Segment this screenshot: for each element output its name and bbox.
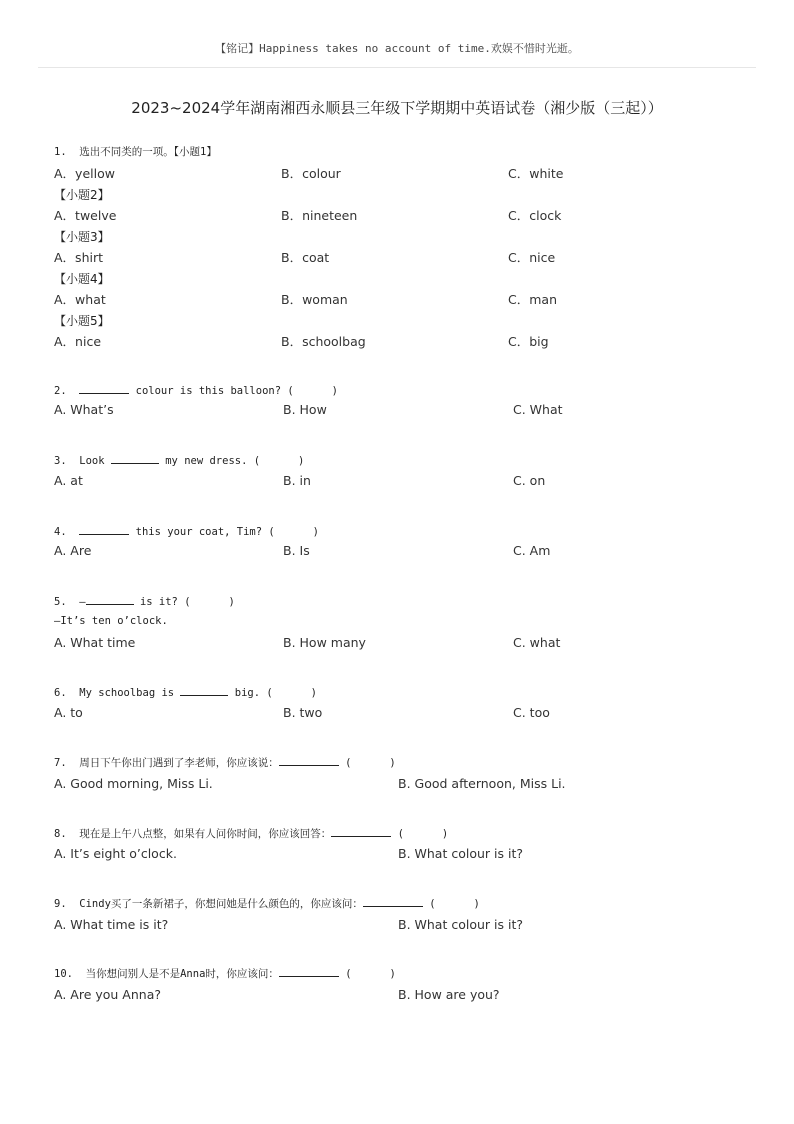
answer-blank[interactable] xyxy=(180,685,228,696)
q4-option-b[interactable]: B. Is xyxy=(283,543,310,558)
question-1-stem: 1. 选出不同类的一项。【小题1】 xyxy=(54,146,217,158)
answer-blank[interactable] xyxy=(79,383,129,394)
answer-blank[interactable] xyxy=(331,826,391,837)
question-9-stem: 9. Cindy买了一条新裙子，你想问她是什么颜色的，你应该问： ( ) xyxy=(54,898,480,910)
q6-option-b[interactable]: B. two xyxy=(283,705,323,720)
q1-sub3-option-c[interactable]: C．nice xyxy=(508,250,556,265)
question-4-stem: 4. this your coat, Tim? ( ) xyxy=(54,526,319,538)
q6-option-c[interactable]: C. too xyxy=(513,705,550,720)
q1-sub4-option-c[interactable]: C．man xyxy=(508,292,557,307)
q1-sub3-option-a[interactable]: A．shirt xyxy=(54,250,103,265)
q5-option-a[interactable]: A. What time xyxy=(54,635,136,650)
answer-blank[interactable] xyxy=(79,524,129,535)
q9-option-b[interactable]: B. What colour is it? xyxy=(398,917,523,932)
q3-option-b[interactable]: B. in xyxy=(283,473,311,488)
page-header-motto: 【铭记】Happiness takes no account of time.欢娱不惜时光逝。 xyxy=(215,42,579,55)
q1-sub2-option-b[interactable]: B．nineteen xyxy=(281,208,358,223)
q10-option-b[interactable]: B. How are you? xyxy=(398,987,500,1002)
q8-option-a[interactable]: A. It’s eight o’clock. xyxy=(54,846,177,861)
question-7-stem: 7. 周日下午你出门遇到了李老师，你应该说： ( ) xyxy=(54,757,396,769)
q1-sub3-label: 【小题3】 xyxy=(54,230,110,244)
question-5-stem: 5. — is it? ( ) xyxy=(54,596,235,608)
q5-option-b[interactable]: B. How many xyxy=(283,635,366,650)
q1-sub5-option-a[interactable]: A．nice xyxy=(54,334,102,349)
q2-option-b[interactable]: B. How xyxy=(283,402,327,417)
q3-option-a[interactable]: A. at xyxy=(54,473,83,488)
q1-sub1-option-b[interactable]: B．colour xyxy=(281,166,341,181)
answer-blank[interactable] xyxy=(279,755,339,766)
q1-sub4-label: 【小题4】 xyxy=(54,272,110,286)
q1-sub5-label: 【小题5】 xyxy=(54,314,110,328)
q2-option-a[interactable]: A. What’s xyxy=(54,402,114,417)
q2-option-c[interactable]: C. What xyxy=(513,402,563,417)
answer-blank[interactable] xyxy=(363,896,423,907)
q1-sub1-option-a[interactable]: A．yellow xyxy=(54,166,115,181)
question-2-stem: 2. colour is this balloon? ( ) xyxy=(54,385,338,397)
answer-blank[interactable] xyxy=(86,594,134,605)
answer-blank[interactable] xyxy=(279,966,339,977)
q3-option-c[interactable]: C. on xyxy=(513,473,546,488)
q10-option-a[interactable]: A. Are you Anna? xyxy=(54,987,161,1002)
q1-sub5-option-c[interactable]: C．big xyxy=(508,334,549,349)
q4-option-c[interactable]: C. Am xyxy=(513,543,551,558)
q1-sub2-label: 【小题2】 xyxy=(54,188,110,202)
question-8-stem: 8. 现在是上午八点整，如果有人问你时间，你应该回答： ( ) xyxy=(54,828,449,840)
q7-option-a[interactable]: A. Good morning, Miss Li. xyxy=(54,776,213,791)
page-title: 2023~2024学年湖南湘西永顺县三年级下学期期中英语试卷（湘少版（三起）） xyxy=(131,99,663,117)
q1-sub3-option-b[interactable]: B．coat xyxy=(281,250,330,265)
question-10-stem: 10. 当你想问别人是不是Anna时，你应该问： ( ) xyxy=(54,968,396,980)
q1-sub5-option-b[interactable]: B．schoolbag xyxy=(281,334,366,349)
header-divider xyxy=(38,67,756,68)
question-6-stem: 6. My schoolbag is big. ( ) xyxy=(54,687,317,699)
q1-sub4-option-a[interactable]: A．what xyxy=(54,292,106,307)
q7-option-b[interactable]: B. Good afternoon, Miss Li. xyxy=(398,776,566,791)
q9-option-a[interactable]: A. What time is it? xyxy=(54,917,169,932)
q1-sub2-option-c[interactable]: C．clock xyxy=(508,208,562,223)
q6-option-a[interactable]: A. to xyxy=(54,705,83,720)
q1-sub2-option-a[interactable]: A．twelve xyxy=(54,208,117,223)
q5-option-c[interactable]: C. what xyxy=(513,635,561,650)
q8-option-b[interactable]: B. What colour is it? xyxy=(398,846,523,861)
answer-blank[interactable] xyxy=(111,453,159,464)
q1-sub1-option-c[interactable]: C．white xyxy=(508,166,564,181)
question-5-response: —It’s ten o’clock. xyxy=(54,615,168,627)
question-3-stem: 3. Look my new dress. ( ) xyxy=(54,455,305,467)
q4-option-a[interactable]: A. Are xyxy=(54,543,92,558)
q1-sub4-option-b[interactable]: B．woman xyxy=(281,292,348,307)
